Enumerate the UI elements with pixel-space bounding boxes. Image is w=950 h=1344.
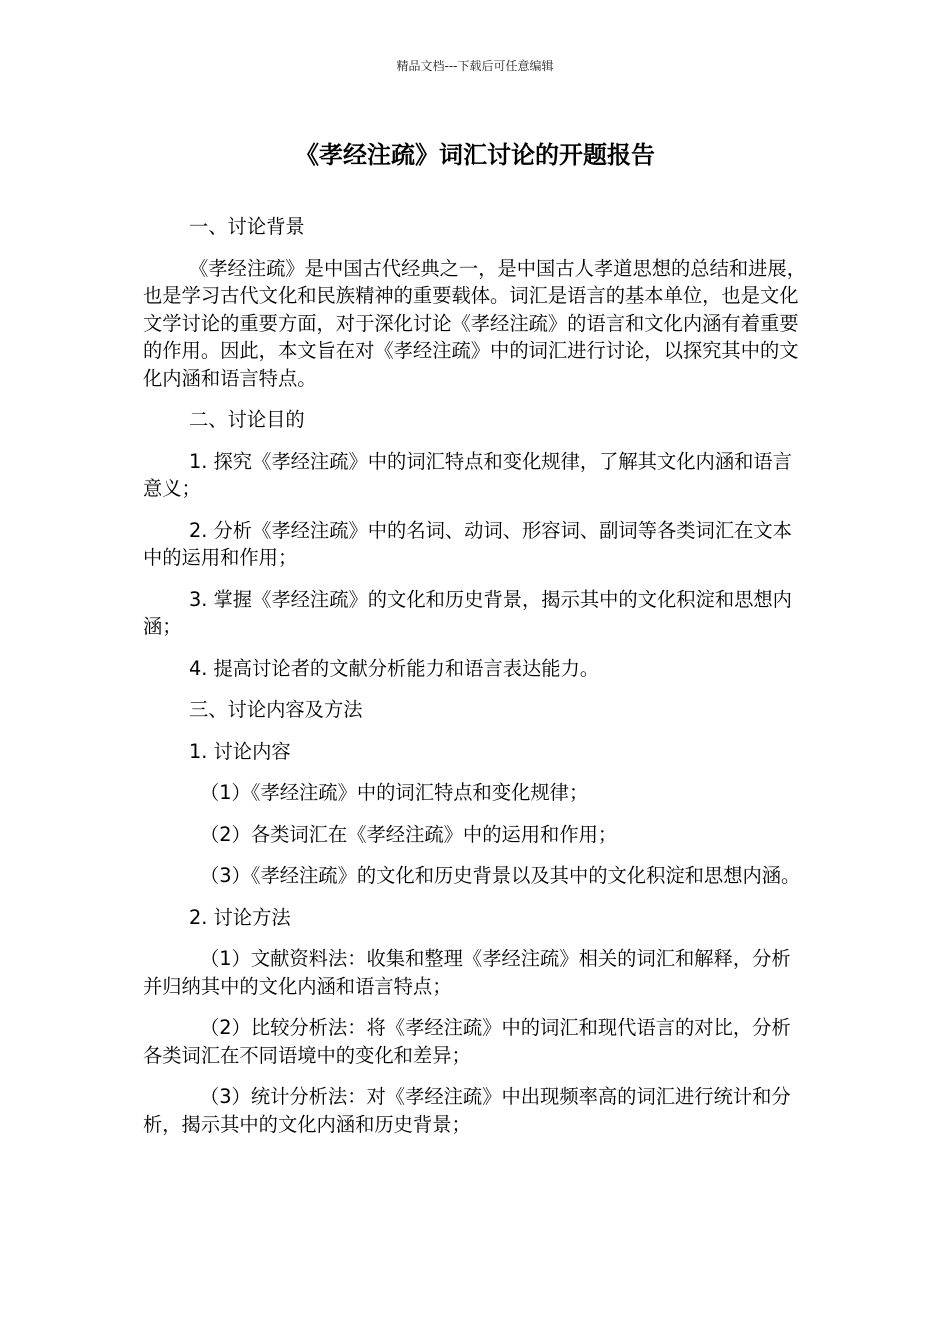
content-item-1: （1）《孝经注疏》中的词汇特点和变化规律；	[200, 781, 589, 804]
method-item-1: （1）文献资料法：收集和整理《孝经注疏》相关的词汇和解释，分析并归纳其中的文化内涵和语言特点；	[143, 947, 791, 998]
purpose-item-4: 4. 提高讨论者的文献分析能力和语言表达能力。	[189, 656, 600, 680]
document-title: 《孝经注疏》词汇讨论的开题报告	[295, 141, 655, 169]
page-header-note: 精品文档---下载后可任意编辑	[396, 59, 554, 73]
paragraph-background: 《孝经注疏》是中国古代经典之一，是中国古人孝道思想的总结和进展，也是学习古代文化和民族精神的重要载体。词汇是语言的基本单位，也是文化文学讨论的重要方面，对于深化讨论《孝经注疏》的语言和文化内涵有着重要的作用。因此，本文旨在对《孝经注疏》中的词汇进行讨论，以探究其中的文化内涵和语言特点。	[143, 256, 806, 390]
subheading-methods: 2. 讨论方法	[189, 905, 291, 929]
purpose-item-2: 2. 分析《孝经注疏》中的名词、动词、形容词、副词等各类词汇在文本中的运用和作用；	[143, 518, 792, 569]
subheading-content: 1. 讨论内容	[189, 739, 291, 763]
document-body	[143, 213, 807, 1138]
section-heading-content-methods: 三、讨论内容及方法	[189, 698, 363, 721]
purpose-item-3: 3. 掌握《孝经注疏》的文化和历史背景，揭示其中的文化积淀和思想内涵；	[143, 587, 792, 638]
content-item-3: （3）《孝经注疏》的文化和历史背景以及其中的文化积淀和思想内涵。	[200, 864, 801, 887]
method-item-2: （2）比较分析法：将《孝经注疏》中的词汇和现代语言的对比，分析各类词汇在不同语境中的变化和差异；	[143, 1016, 791, 1067]
purpose-item-1: 1. 探究《孝经注疏》中的词汇特点和变化规律，了解其文化内涵和语言意义；	[143, 449, 792, 500]
content-item-2: （2）各类词汇在《孝经注疏》中的运用和作用；	[200, 822, 618, 846]
method-item-3: （3）统计分析法：对《孝经注疏》中出现频率高的词汇进行统计和分析，揭示其中的文化内涵和历史背景；	[143, 1085, 791, 1136]
section-heading-purpose: 二、讨论目的	[189, 408, 305, 431]
section-heading-background: 一、讨论背景	[189, 215, 305, 238]
